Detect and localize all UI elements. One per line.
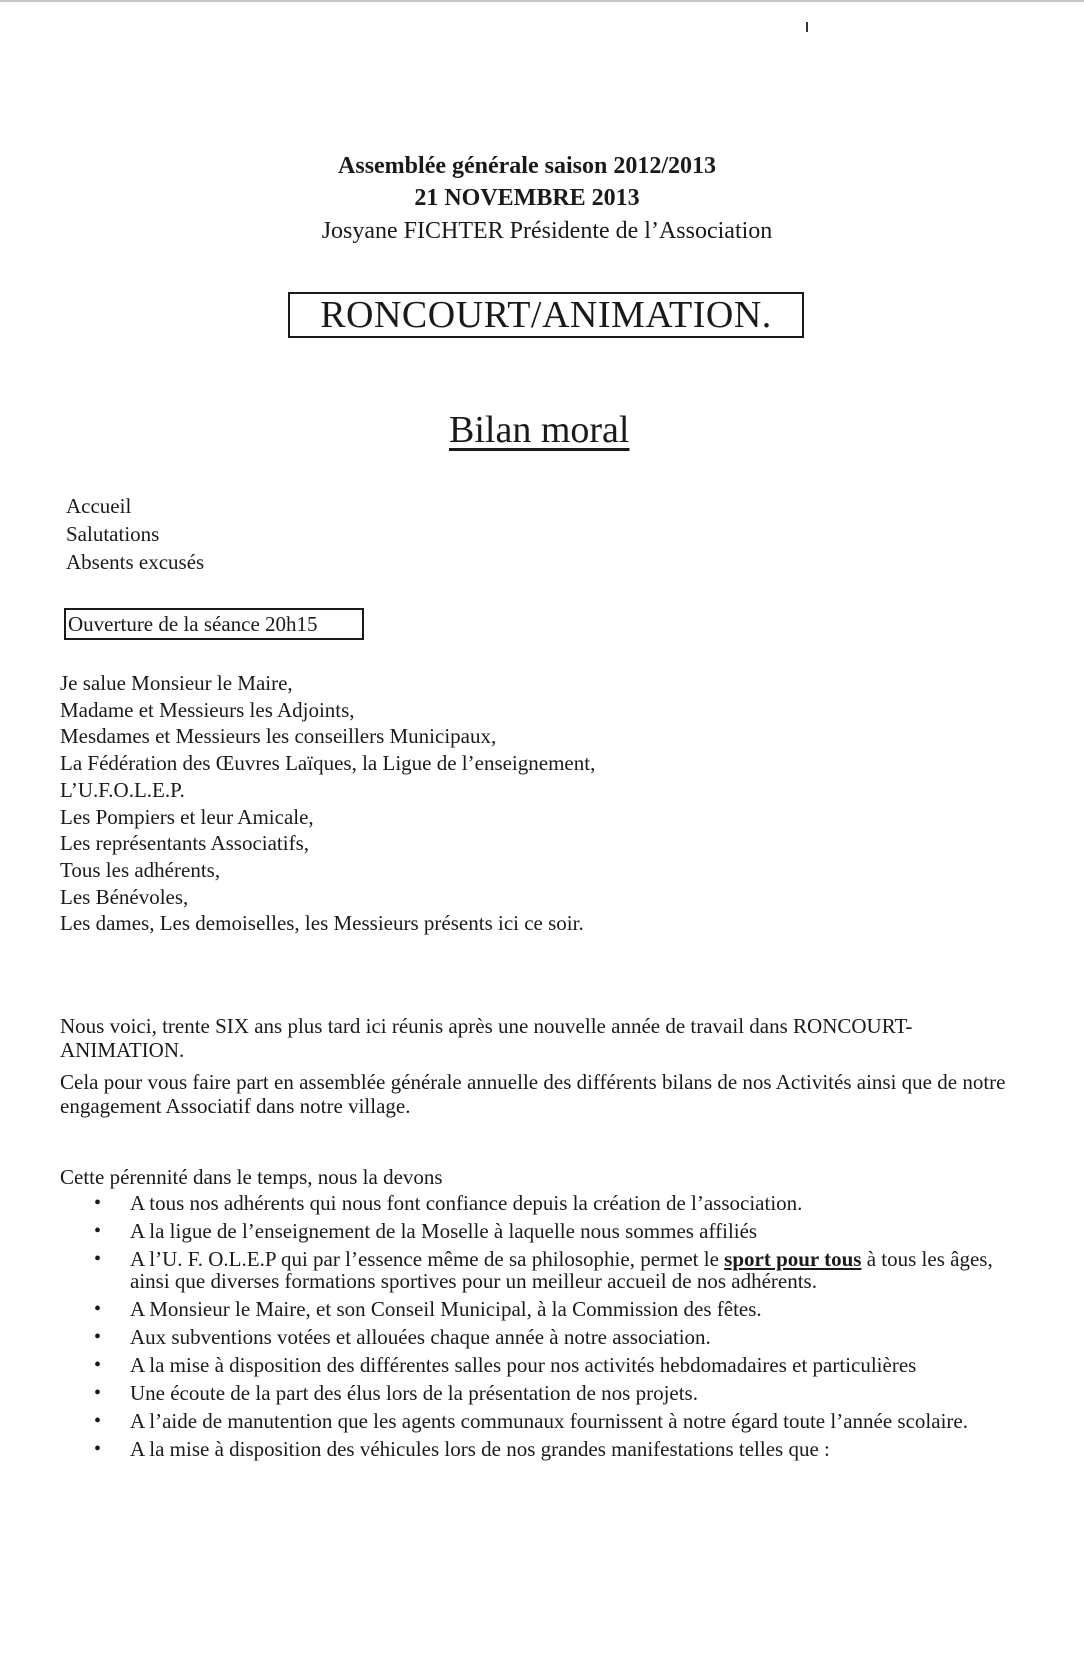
document-header: [0, 150, 1084, 248]
list-item: • A tous nos adhérents qui nous font confiance depuis la création de l’association.: [94, 1191, 803, 1215]
paragraph-thanks-intro: Cette pérennité dans le temps, nous la devons: [60, 1165, 443, 1189]
greeting-line: Tous les adhérents,: [60, 857, 221, 882]
top-rule: [0, 0, 1084, 2]
greeting-line: Je salue Monsieur le Maire,: [60, 671, 293, 695]
intro-item: Salutations: [66, 522, 160, 546]
opening-line: Ouverture de la séance 20h15: [64, 608, 364, 640]
president-line: Josyane FICHTER Présidente de l’Association: [321, 218, 773, 244]
bullet-icon: •: [94, 1382, 102, 1404]
greeting-line: La Fédération des Œuvres Laïques, la Ligue de l’enseignement,: [60, 751, 596, 776]
bullet-icon: •: [94, 1326, 102, 1348]
assembly-date: 21 NOVEMBRE 2013: [414, 185, 640, 211]
bullet-icon: •: [94, 1248, 102, 1270]
list-item: • A la mise à disposition des différentes salles pour nos activités hebdomadaires et particulières: [94, 1353, 917, 1377]
scan-mark: [806, 22, 808, 32]
greeting-line: Les Bénévoles,: [60, 884, 189, 909]
intro-item: Accueil: [66, 494, 132, 518]
list-item: • A Monsieur le Maire, et son Conseil Municipal, à la Commission des fêtes.: [94, 1297, 762, 1321]
bullet-icon: •: [94, 1354, 102, 1376]
greetings-list: [60, 670, 595, 937]
bullet-icon: •: [94, 1192, 102, 1214]
list-item: • A la mise à disposition des véhicules lors de nos grandes manifestations telles que :: [94, 1437, 830, 1461]
list-item: • Une écoute de la part des élus lors de la présentation de nos projets.: [94, 1381, 698, 1405]
organization-name: RONCOURT/ANIMATION.: [288, 292, 804, 338]
section-title: Bilan moral: [449, 409, 630, 451]
list-item: • A l’U. F. O.L.E.P qui par l’essence même de sa philosophie, permet le sport pour tous à tous les âges, ainsi que diverses formations sportives pour un meilleur accueil de nos adhérents.: [94, 1247, 993, 1293]
paragraph-purpose: Cela pour vous faire part en assemblée générale annuelle des différents bilans de nos Activités ainsi que de notre engagement Associatif dans notre village.: [60, 1070, 1006, 1118]
emphasis-text: sport pour tous: [724, 1247, 862, 1271]
greeting-line: L’U.F.O.L.E.P.: [60, 777, 185, 802]
thanks-list: [90, 1192, 1000, 1466]
intro-item: Absents excusés: [66, 550, 205, 574]
greeting-line: Les dames, Les demoiselles, les Messieurs présents ici ce soir.: [60, 911, 584, 936]
greeting-line: Mesdames et Messieurs les conseillers Municipaux,: [60, 724, 497, 749]
list-item: • A l’aide de manutention que les agents communaux fournissent à notre égard toute l’année scolaire.: [94, 1409, 968, 1433]
bullet-icon: •: [94, 1438, 102, 1460]
bullet-icon: •: [94, 1298, 102, 1320]
list-item: • A la ligue de l’enseignement de la Moselle à laquelle nous sommes affiliés: [94, 1219, 758, 1243]
intro-list: [66, 492, 204, 576]
bullet-icon: •: [94, 1410, 102, 1432]
list-item: • Aux subventions votées et allouées chaque année à notre association.: [94, 1325, 711, 1349]
greeting-line: Madame et Messieurs les Adjoints,: [60, 697, 355, 722]
greeting-line: Les représentants Associatifs,: [60, 831, 310, 856]
bullet-icon: •: [94, 1220, 102, 1242]
assembly-title: Assemblée générale saison 2012/2013: [338, 153, 716, 179]
paragraph-anniversary: Nous voici, trente SIX ans plus tard ici réunis après une nouvelle année de travail dans RONCOURT- ANIMATION.: [60, 1014, 913, 1062]
greeting-line: Les Pompiers et leur Amicale,: [60, 804, 314, 829]
